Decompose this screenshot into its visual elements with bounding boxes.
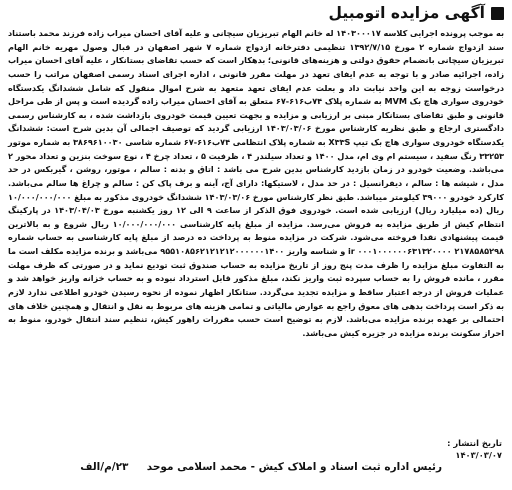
notice-header	[329, 4, 504, 22]
square-bullet-icon	[491, 7, 504, 20]
signature-line	[80, 461, 442, 473]
notice-title: آگهی مزایده اتومبیل	[328, 4, 485, 22]
publication-date-label: تاریخ انتشار :	[447, 438, 502, 448]
publication-date-value: ۱۴۰۳/۰۳/۰۷	[455, 450, 502, 460]
notice-code: ۲۳/م/الف	[80, 461, 129, 473]
publication-date	[447, 437, 502, 461]
signatory: رئیس اداره ثبت اسناد و املاک کیش - محمد اسلامی موحد	[146, 461, 442, 473]
notice-body: به موجب پرونده اجرایی کلاسه ۱۴۰۳۰۰۰۱۷ له خانم الهام تبریزیان سیچانی و علیه آقای احسان میراب زاده فرزند محمد باستناد سند ازدواج شماره ۲ مورخ ۱۳۹۲/۷/۱۵ تنظیمی دفترخانه ازدواج شماره ۷ شهر اصفهان در قبال وصول مهریه خانم الهام تبریزیان سیچانی بانضمام حقوق دولتی و هزینه‌های قانونی؛ بدهکار است که حسب تقاضای بستانکار ، علیه آقای احسان میراب زاده، اجرائیه صادر و با توجه به عدم ایفای تعهد در مهلت مقرر قانونی ، اداره اجرای اسناد رسمی اصفهان مراتب را حسب درخواست زوجه به این واحد نیابت داد و بعلت عدم ایفای تعهد متعهد به شرح اموال منقول که شامل ششدانگ یکدستگاه خودروی سواری هاچ بک MVM به شماره پلاک ۷۴ب۶۱۶-۶۷ متعلق به آقای احسان میراب زاده گردیده است و پس از طی مراحل قانونی و طبق تقاضای بستانکار مبنی بر ارزیابی و مزایده و بجهت تعیین قیمت خودروی بازداشت شده ، به کارشناس رسمی دادگستری ارجاع و طبق نظریه کارشناس مورخ ۱۴۰۳/۰۳/۰۶ ارزیابی گردید که توصیف اجمالی آن بدین شرح است: ششدانگ یکدستگاه خودروی سواری هاچ بک تیپ X۳۳S به شماره پلاک انتظامی ۷۴ب۶۱۶-۶۷ شماره شاسی ۳۸۶۹۶۱۰۰۳۰ به شماره موتور ۳۳۲۵۳ رنگ سفید ، سیستم ام وی ام، مدل ۱۴۰۰ و تعداد سیلندر ۴ ، ظرفیت ۵ ، تعداد چرخ ۴ ، نوع سوخت بنزین و تعداد محور ۲ می‌باشد. وضعیت خودرو در زمان بازدید کارشناس بدین شرح می باشد : اتاق و بدنه : سالم ، موتور، روشن ، گیربکس در حد مدل ، شیشه ها : سالم ، دیفرانسیل : در حد مدل ، لاستیکها: دارای آج، آینه و برف پاک کن : سالم و چراغ ها سالم می‌باشد. کارکرد خودرو ۳۹۰۰۰ کیلومتر میباشد. طبق نظر کارشناس مورخ ۱۴۰۳/۰۳/۰۶ ششدانگ خودروی مذکور به مبلغ ۱۰/۰۰۰/۰۰۰/۰۰۰ ریال (ده میلیارد ریال) ارزیابی شده است. خودروی فوق الذکر از ساعت ۹ الی ۱۲ روز یکشنبه مورخ ۱۴۰۳/۰۴/۰۳ در پارکینگ انتظام کیش از طریق مزایده به فروش می‌رسد. مزایده از مبلغ پایه کارشناسی ۱۰/۰۰۰/۰۰۰/۰۰۰ ریال شروع و به بالاترین قیمت پیشنهادی نقدا فروخته می‌شود. شرکت در مزایده منوط به پرداخت ده درصد از مبلغ پایه کارشناسی به حساب شماره ۲۱۷۸۵۸۵۲۹۸ ir ۰۰۰۱۰۰۰۰۰۰۶۳۱۳۲۰۰۰۰ و شناسه واریز ۹۵۵۱۰۸۵۶۲۱۲۱۲۱۲۰۰۰۰۰۰۱۴۰۰ می‌باشد و برنده مزایده مکلف است ما به التفاوت مبلغ مزایده را ظرف مدت پنج روز از تاریخ مزایده به حساب صندوق ثبت تودیع نماید و در صورتی که ظرف مهلت مقرر ، مانده فروش را به حساب سپرده ثبت واریز نکند، مبلغ مذکور قابل استرداد نبوده و به حساب خزانه واریز خواهد شد و عملیات فروش از درجه اعتبار ساقط و مزایده تجدید می‌گردد. ستانکار اظهار نموده از نحوه رسیدن خودرو اطلاعی ندارد لازم به ذکر است پرداخت بدهی های معوق راجع به عوارض مالیاتی و تمامی هزینه های مربوط به نقل و انتقال و همچنین خلاف های احتمالی بر عهده برنده مزایده می‌باشد. لازم به توضیح است حسب مقررات راهور کیش، تنظیم سند انتقال خودرو، منوط به احراز سکونت برنده مزایده در جزیره کیش می‌باشد.	[8, 28, 505, 338]
